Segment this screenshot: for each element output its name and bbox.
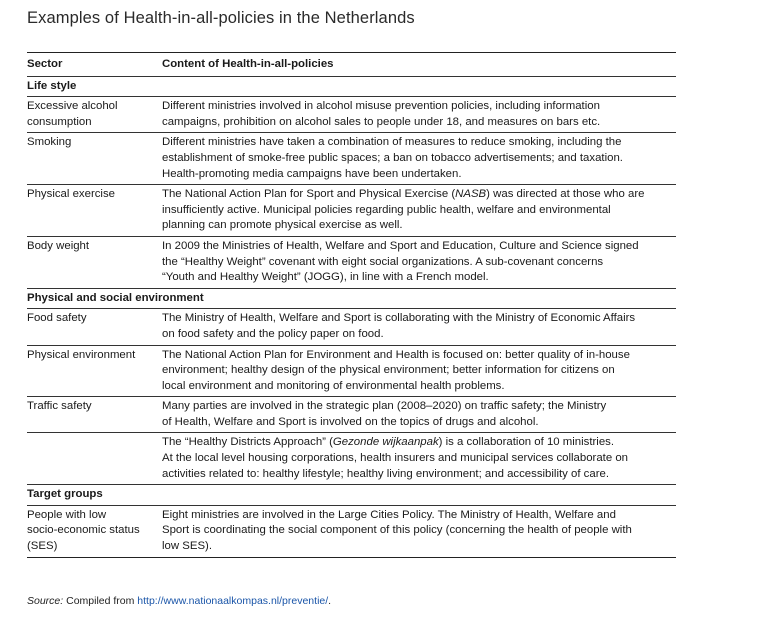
source-end: . [328,595,332,607]
section-heading-physical-social-environment [27,289,676,309]
sector-cell [27,239,162,286]
content-line: the “Healthy Weight” covenant with eight social organizations. A sub-covenant concerns [162,255,604,268]
sector-cell [27,135,162,182]
content-cell [162,508,676,555]
header-sector: Sector [27,58,63,70]
page-title: Examples of Health-in-all-policies in the Netherlands [27,9,415,27]
content-text: ) was directed at those who are [486,188,645,201]
sector-line: socio-economic status [27,524,140,537]
content-cell [162,99,676,130]
content-cell [162,399,676,430]
sector-cell [27,508,162,555]
content-italic: Gezonde wijkaanpak [332,436,439,449]
content-line: low SES). [162,540,213,553]
section-label: Physical and social environment [27,291,204,304]
sector-line: (SES) [27,540,58,553]
content-line: Health-promoting media campaigns have been undertaken. [162,167,462,180]
table-row [27,97,676,132]
sector-line: Body weight [27,239,90,252]
source-text: Compiled from [63,595,138,607]
sector-cell [27,187,162,234]
content-line: Eight ministries are involved in the Large Cities Policy. The Ministry of Health, Welfare and [162,508,616,521]
content-line: planning can promote physical exercise as well. [162,219,403,232]
sector-line: Physical environment [27,348,136,361]
section-label: Target groups [27,488,103,501]
table-row [27,397,676,432]
content-line: environment; healthy design of the physical environment; better information for citizens on [162,364,615,377]
sector-cell [27,399,162,430]
content-line: of Health, Welfare and Sport is involved on the topics of drugs and alcohol. [162,415,539,428]
table-row [27,309,676,344]
content-line: Sport is coordinating the social component of this policy (concerning the health of people with [162,524,632,537]
table-row [27,506,676,557]
table-row [27,133,676,184]
sector-cell [27,435,162,482]
content-line [162,187,676,203]
sector-cell [27,348,162,395]
content-line: At the local level housing corporations, health insurers and municipal services collaborate on [162,452,629,465]
source-note [27,595,331,607]
content-cell [162,311,676,342]
content-line: “Youth and Healthy Weight” (JOGG), in line with a French model. [162,271,489,284]
content-line: local environment and monitoring of environmental health problems. [162,379,505,392]
content-text: The “Healthy Districts Approach” ( [162,436,333,449]
section-label: Life style [27,79,77,92]
content-line: The National Action Plan for Environment and Health is focused on: better quality of in-house [162,348,630,361]
sector-line: Food safety [27,312,87,325]
sector-line: Excessive alcohol [27,100,118,113]
content-cell [162,435,676,482]
sector-line: consumption [27,115,92,128]
content-line: insufficiently active. Municipal policies regarding public health, welfare and environmental [162,203,611,216]
content-cell [162,239,676,286]
table-row [27,237,676,288]
source-label: Source: [27,595,64,607]
sector-cell [27,99,162,130]
policies-table [27,52,676,558]
content-line: In 2009 the Ministries of Health, Welfare and Sport and Education, Culture and Science signed [162,239,639,252]
table-row [27,346,676,397]
header-content: Content of Health-in-all-policies [162,58,334,70]
content-italic: NASB [455,188,487,201]
table-row [27,433,676,484]
content-cell [162,187,676,234]
table-bottom-rule [27,557,676,558]
content-text: ) is a collaboration of 10 ministries. [438,436,615,449]
content-text: The National Action Plan for Sport and Physical Exercise ( [162,188,456,201]
content-cell [162,135,676,182]
sector-line: Physical exercise [27,188,115,201]
source-link[interactable]: http://www.nationaalkompas.nl/preventie/ [137,595,329,607]
sector-line: Smoking [27,136,72,149]
table-row [27,185,676,236]
table-header-row [27,53,676,76]
content-line [162,435,676,451]
sector-cell [27,311,162,342]
content-line: Different ministries have taken a combination of measures to reduce smoking, including the [162,136,622,149]
sector-line: Traffic safety [27,400,92,413]
content-line: activities related to: healthy lifestyle; healthy living environment; and accessibility of care. [162,467,609,480]
section-heading-target-groups [27,485,676,505]
section-heading-life-style [27,77,676,97]
content-line: The Ministry of Health, Welfare and Sport is collaborating with the Ministry of Economic Affairs [162,312,636,325]
content-line: on food safety and the policy paper on food. [162,327,384,340]
content-line: Different ministries involved in alcohol misuse prevention policies, including information [162,100,600,113]
content-cell [162,348,676,395]
content-line: Many parties are involved in the strategic plan (2008–2020) on traffic safety; the Ministry [162,400,607,413]
content-line: establishment of smoke-free public spaces; a ban on tobacco advertisements; and taxation. [162,151,623,164]
content-line: campaigns, prohibition on alcohol sales to people under 18, and measures on bars etc. [162,115,601,128]
sector-line: People with low [27,508,107,521]
